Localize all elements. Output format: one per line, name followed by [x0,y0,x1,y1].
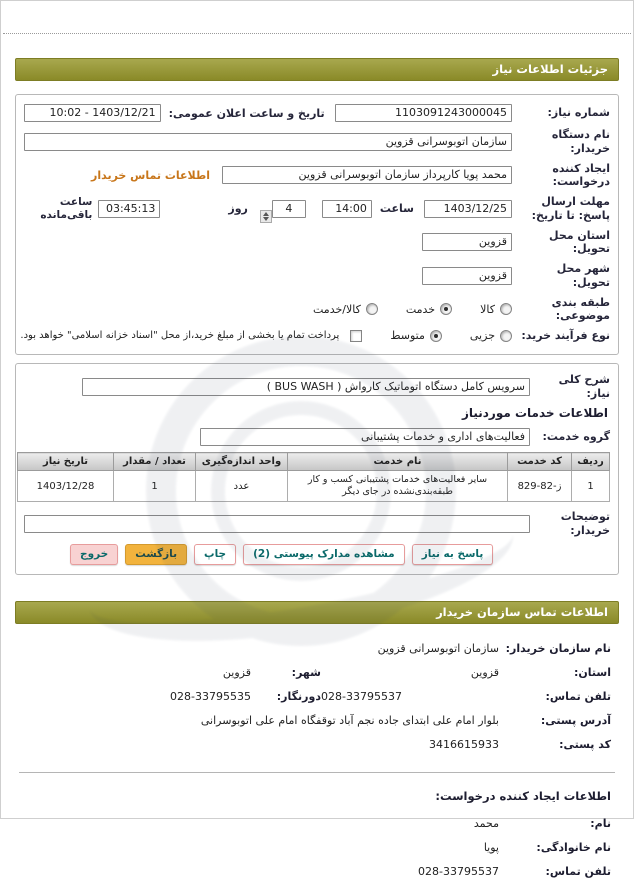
radio-goods-service-label: کالا/خدمت [313,302,361,316]
need-details-panel [15,94,619,355]
process-type-row [20,329,610,343]
need-number-field[interactable]: 1103091243000045 [335,104,512,122]
delivery-province-label: استان محل تحویل: [549,228,610,256]
creator-first-name-value: محمد [473,816,499,830]
contact-org-value: سازمان اتوبوسرانی قزوین [377,641,499,655]
contact-fax-value: 028-33795535 [170,689,251,703]
treasury-checkbox[interactable] [350,330,362,342]
cell-qty: 1 [114,471,196,502]
delivery-province-row [24,229,610,257]
contact-org-label: نام سازمان خریدار: [505,641,611,655]
creator-phone-value: 028-33795537 [418,864,499,878]
radio-medium-label: متوسط [390,329,425,343]
respond-button[interactable]: پاسخ به نیاز [412,544,494,565]
radio-service-label: خدمت [405,302,436,316]
contact-province-city-row [23,666,611,679]
col-header-index: ردیف [572,453,610,471]
radio-medium[interactable] [430,330,442,342]
classification-option-service [406,303,452,316]
deadline-time-field[interactable]: 14:00 [322,200,372,218]
creator-phone-label: تلفن تماس: [545,864,611,878]
process-type-label: نوع فرآیند خرید: [521,329,610,342]
description-row [24,373,610,401]
treasury-note: پرداخت تمام یا بخشی از مبلغ خرید،از محل "اسناد خزانه اسلامی" خواهد بود. [20,330,340,342]
stepper-down-icon[interactable] [263,217,269,221]
request-creator-row [24,162,610,190]
contact-phone-value: 028-33795537 [321,689,402,703]
need-number-row [24,104,610,122]
delivery-province-field[interactable]: قزوین [422,233,512,251]
request-creator-label: ایجاد کننده درخواست: [552,161,610,189]
buyer-contact-section [1,624,633,766]
radio-goods[interactable] [500,303,512,315]
contact-org-row [23,642,611,655]
section-divider [19,772,615,773]
col-header-unit: واحد اندازه‌گیری [196,453,288,471]
description-label: شرح کلی نیاز: [558,372,610,400]
section-header-buyer-contact [15,601,619,624]
creator-first-name-label: نام: [590,816,611,830]
buyer-notes-label: توضیحات خریدار: [560,510,610,537]
announce-datetime-label: تاریخ و ساعت اعلان عمومی: [168,106,325,120]
contact-postal-label: کد پستی: [559,737,611,751]
buyer-org-label: نام دستگاه خریدار: [551,128,610,155]
buyer-notes-row [24,510,610,538]
deadline-row [24,195,610,223]
cell-date: 1403/12/28 [18,471,114,502]
delivery-city-label: شهر محل تحویل: [556,262,610,289]
col-header-code: کد خدمت [508,453,572,471]
buyer-notes-field[interactable] [24,515,530,533]
creator-phone-row [23,865,611,878]
buyer-org-row [24,128,610,156]
request-creator-field[interactable]: محمد پویا کارپرداز سازمان اتوبوسرانی قزوین [222,166,512,184]
contact-address-row [23,714,611,727]
contact-province-value: قزوین [470,665,499,679]
classification-option-goods [480,303,512,316]
treasury-option [20,330,362,342]
creator-last-name-value: پویا [483,840,499,854]
days-stepper[interactable] [260,210,272,223]
contact-city-value: قزوین [222,665,251,679]
creator-section-title: اطلاعات ایجاد کننده درخواست: [435,788,611,803]
deadline-date-field[interactable]: 1403/12/25 [424,200,512,218]
classification-option-goods-service [313,303,378,316]
cell-code: ز-82-829 [508,471,572,502]
deadline-label: مهلت ارسال پاسخ: تا تاریخ: [531,195,610,222]
delivery-city-field[interactable]: قزوین [422,267,512,285]
buyer-contact-link[interactable]: اطلاعات تماس خریدار [90,168,210,182]
contact-city-label: شهر: [291,665,321,679]
section-header-need-details [15,58,619,81]
buyer-contact-title: اطلاعات تماس سازمان خریدار [436,604,608,619]
top-strip [3,1,631,34]
action-buttons [24,544,610,565]
contact-postal-value: 3416615933 [429,737,499,751]
creator-last-name-row [23,841,611,854]
contact-postal-row [23,738,611,751]
services-section-title: اطلاعات خدمات موردنیاز [461,406,608,421]
col-header-date: تاریخ نیاز [18,453,114,471]
table-row [18,471,610,502]
service-group-label: گروه خدمت: [542,430,610,444]
radio-goods-label: کالا [480,302,495,316]
contact-phone-fax-row [23,690,611,703]
service-group-row [24,428,610,446]
process-option-medium [390,329,442,342]
stepper-up-icon[interactable] [263,212,269,216]
radio-service[interactable] [440,303,452,315]
contact-phone-label: تلفن تماس: [545,689,611,703]
print-button[interactable]: چاپ [194,544,236,565]
col-header-name: نام خدمت [288,453,508,471]
service-group-field[interactable]: فعالیت‌های اداری و خدمات پشتیبانی [200,428,530,446]
creator-last-name-label: نام خانوادگی: [536,840,611,854]
delivery-city-row [24,262,610,290]
remaining-days-field[interactable]: 4 [272,200,306,218]
services-table-header-row [18,453,610,471]
services-panel [15,363,619,575]
announce-datetime-field[interactable]: 1403/12/21 - 10:02 [24,104,161,122]
buyer-org-field[interactable]: سازمان اتوبوسرانی قزوین [24,133,512,151]
cell-unit: عدد [196,471,288,502]
creator-first-name-row [23,817,611,830]
cell-name: سایر فعالیت‌های خدمات پشتیبانی کسب و کار طبقه‌بندی‌نشده در جای دیگر [288,471,508,502]
radio-minor-label: جزیی [469,329,495,343]
classification-label: طبقه بندی موضوعی: [551,295,610,323]
contact-fax-label: دورنگار: [276,689,321,703]
deadline-time-label: ساعت [379,202,414,216]
description-field[interactable]: سرویس کامل دستگاه اتوماتیک کارواش ( BUS WASH ) [82,378,530,396]
need-number-label: شماره نیاز: [547,106,610,120]
creator-section [1,783,633,895]
classification-row [24,296,610,324]
remaining-hours-label: ساعت باقی‌مانده [40,196,93,221]
exit-button[interactable]: خروج [70,544,118,565]
cell-index: 1 [572,471,610,502]
view-attachments-button[interactable]: مشاهده مدارک پیوستی (2) [243,544,405,565]
radio-goods-service[interactable] [366,303,378,315]
process-option-minor [470,329,512,342]
radio-minor[interactable] [500,330,512,342]
need-details-title: جزئیات اطلاعات نیاز [492,62,608,76]
back-button[interactable]: بازگشت [125,544,187,565]
contact-address-value: بلوار امام علی ابتدای جاده نجم آباد توقفگاه امام علی اتوبوسرانی [200,713,499,727]
services-table [17,452,610,502]
contact-province-label: استان: [574,665,611,679]
col-header-qty: تعداد / مقدار [114,453,196,471]
remaining-days-label: روز [228,202,248,216]
remaining-time-field[interactable]: 03:45:13 [98,200,160,218]
contact-address-label: آدرس پستی: [540,713,611,727]
